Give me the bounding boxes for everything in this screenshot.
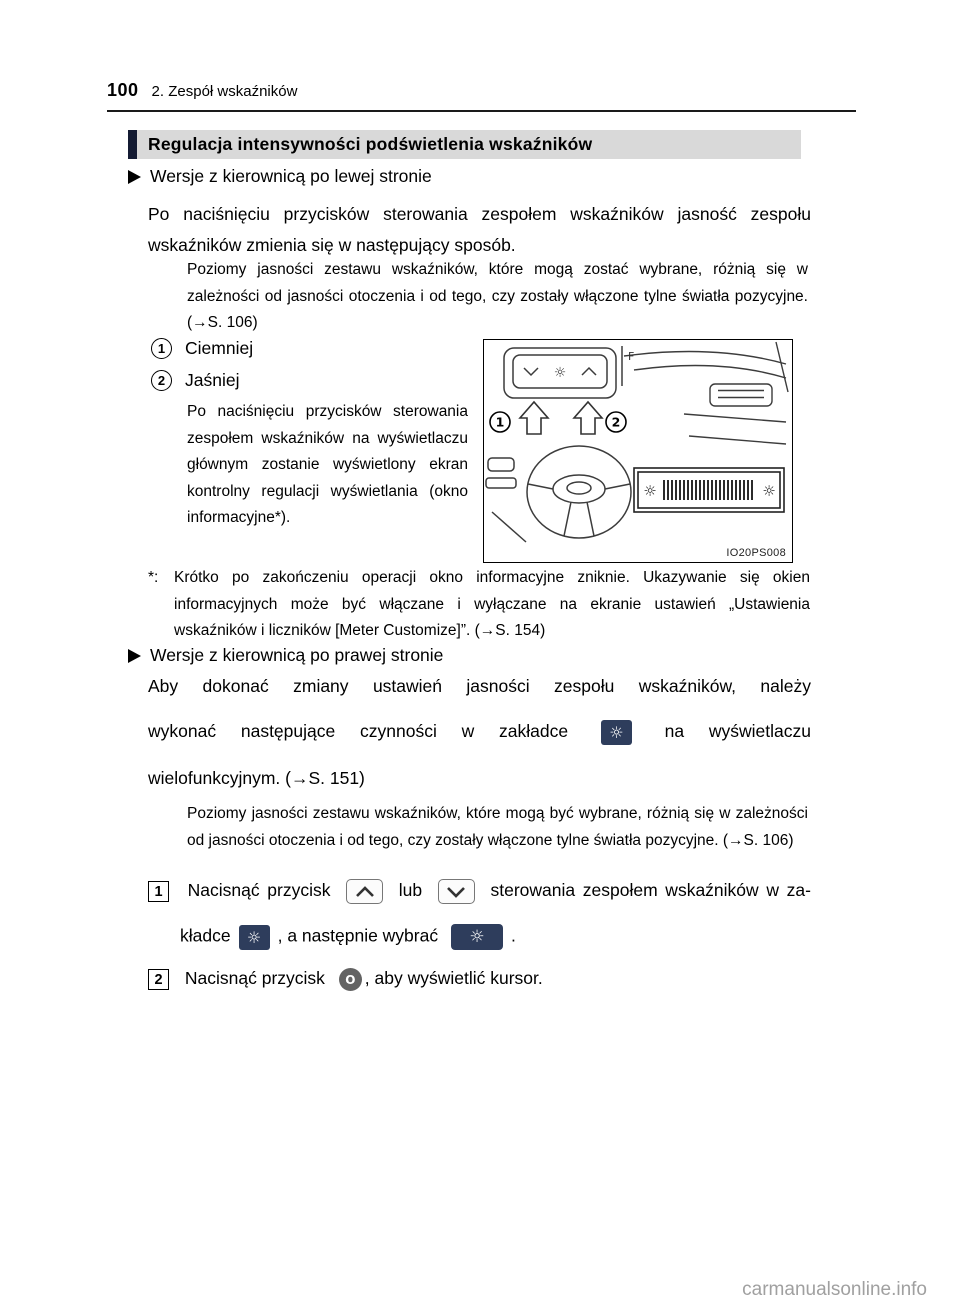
- right-paragraph-line-2b: na wyświetlaczu: [664, 721, 811, 742]
- arrow-bullet-left-icon: [128, 170, 141, 184]
- cluster-down-button-icon: [438, 879, 475, 904]
- right-variant-note: Poziomy jasności zestawu wskaźników, które mogą być wybrane, różnią się w zależności od jasności otoczenia i od tego, czy zostały włączone tylne światła pozycyjne. (→S. 106): [187, 805, 808, 849]
- callout-1-label: 1: [495, 414, 505, 430]
- dashboard-figure: [483, 339, 793, 563]
- dashboard-illustration: [484, 340, 791, 560]
- step-1-text-c: sterowania zespołem wskaźników w za-: [490, 880, 811, 901]
- up-arrow-1-icon: [520, 402, 548, 434]
- step-1-line-2: [180, 924, 811, 950]
- list-item-brighter: [151, 370, 239, 391]
- step-1-text-a: Nacisnąć przycisk: [187, 880, 331, 901]
- step-1-number: 1: [148, 881, 169, 902]
- footnote-marker: *:: [148, 569, 159, 586]
- list-item-darker-label: Ciemniej: [185, 338, 254, 358]
- sun-left-icon: ☼: [643, 482, 657, 500]
- step-1-text-d: kładce: [180, 925, 231, 946]
- steering-wheel: [486, 446, 631, 542]
- chapter-title: 2. Zespół wskaźników: [151, 83, 298, 100]
- left-variant-note: Poziomy jasności zestawu wskaźników, które mogą zostać wybrane, różnią się w zależności od jasności otoczenia i od tego, czy zostały włączone tylne światła pozycyjne. (→S. 106): [187, 261, 808, 331]
- step-1-text-e: , a następnie wybrać: [277, 925, 439, 946]
- step-1-line-1: [148, 879, 811, 904]
- watermark: carmanualsonline.info: [742, 1279, 927, 1300]
- right-variant-heading-label: Wersje z kierownicą po prawej stronie: [150, 645, 444, 665]
- step-1-text-b: lub: [398, 880, 423, 901]
- footnote-text: Krótko po zakończeniu operacji okno informacyjne zniknie. Ukazywanie się okien informacyjnych może być włączane i wyłączane na ekranie ustawień „Ustawienia wskaźników i liczników [Meter Customize]”. (→S. 154): [174, 569, 810, 639]
- step-1-text-f: .: [510, 925, 516, 946]
- left-variant-paragraph: Po naciśnięciu przycisków sterowania zespołem wskaźników jasność zespołu wskaźników zmienia się w następujący sposób.: [148, 204, 811, 255]
- up-arrow-2-icon: [574, 402, 602, 434]
- right-paragraph-line-1: Aby dokonać zmiany ustawień jasności zespołu wskaźników, należy: [148, 676, 811, 696]
- section-title: Regulacja intensywności podświetlenia wskaźników: [148, 134, 593, 154]
- panel-chevron-down-icon: [524, 368, 538, 375]
- figure-code: IO20PS008: [726, 547, 786, 559]
- page-number: 100: [107, 80, 139, 100]
- pointer-arrows: [520, 402, 602, 434]
- right-paragraph-line-3: wielofunkcyjnym. (→S. 151): [148, 768, 365, 788]
- display-brightness-option-icon: ☼: [451, 924, 503, 950]
- right-paragraph-line-2a: wykonać następujące czynności w zakładce: [148, 721, 569, 742]
- section-accent-bar: [128, 130, 137, 159]
- section-heading: [128, 130, 801, 159]
- arrow-bullet-right-icon: [128, 649, 141, 663]
- list-item-darker: [151, 338, 253, 359]
- right-variant-heading: [128, 645, 443, 666]
- step-2-number: 2: [148, 969, 169, 990]
- settings-tab-icon-2: ☼: [239, 925, 270, 950]
- left-variant-heading: [128, 166, 432, 187]
- step-2-text-a: Nacisnąć przycisk: [184, 968, 325, 989]
- panel-chevron-up-icon: [582, 368, 596, 375]
- cluster-up-button-icon: [346, 879, 383, 904]
- ok-dial-button-icon: O: [339, 968, 362, 991]
- sun-right-icon: ☼: [762, 482, 776, 500]
- left-variant-heading-label: Wersje z kierownicą po lewej stronie: [150, 166, 432, 186]
- circled-number-1: 1: [151, 338, 172, 359]
- circled-number-2: 2: [151, 370, 172, 391]
- right-paragraph-line-2: [148, 720, 811, 745]
- cluster-f-label: F: [628, 350, 635, 363]
- dashboard-lines: [624, 342, 788, 444]
- settings-tab-icon: ☼: [601, 720, 632, 745]
- step-2-text-b: , aby wyświetlić kursor.: [364, 968, 543, 989]
- header-divider: [107, 110, 856, 112]
- step-2-line: [148, 968, 811, 991]
- list-item-brighter-label: Jaśniej: [185, 370, 240, 390]
- page-header: [107, 80, 297, 101]
- callout-2-label: 2: [611, 414, 621, 430]
- footnote: [148, 565, 810, 645]
- panel-sun-icon: ☼: [553, 365, 567, 381]
- left-variant-description: Po naciśnięciu przycisków sterowania zespołem wskaźników na wyświetlaczu głównym zostanie wyświetlony ekran kontrolny regulacji wyświetlania (okno informacyjne*).: [187, 403, 468, 526]
